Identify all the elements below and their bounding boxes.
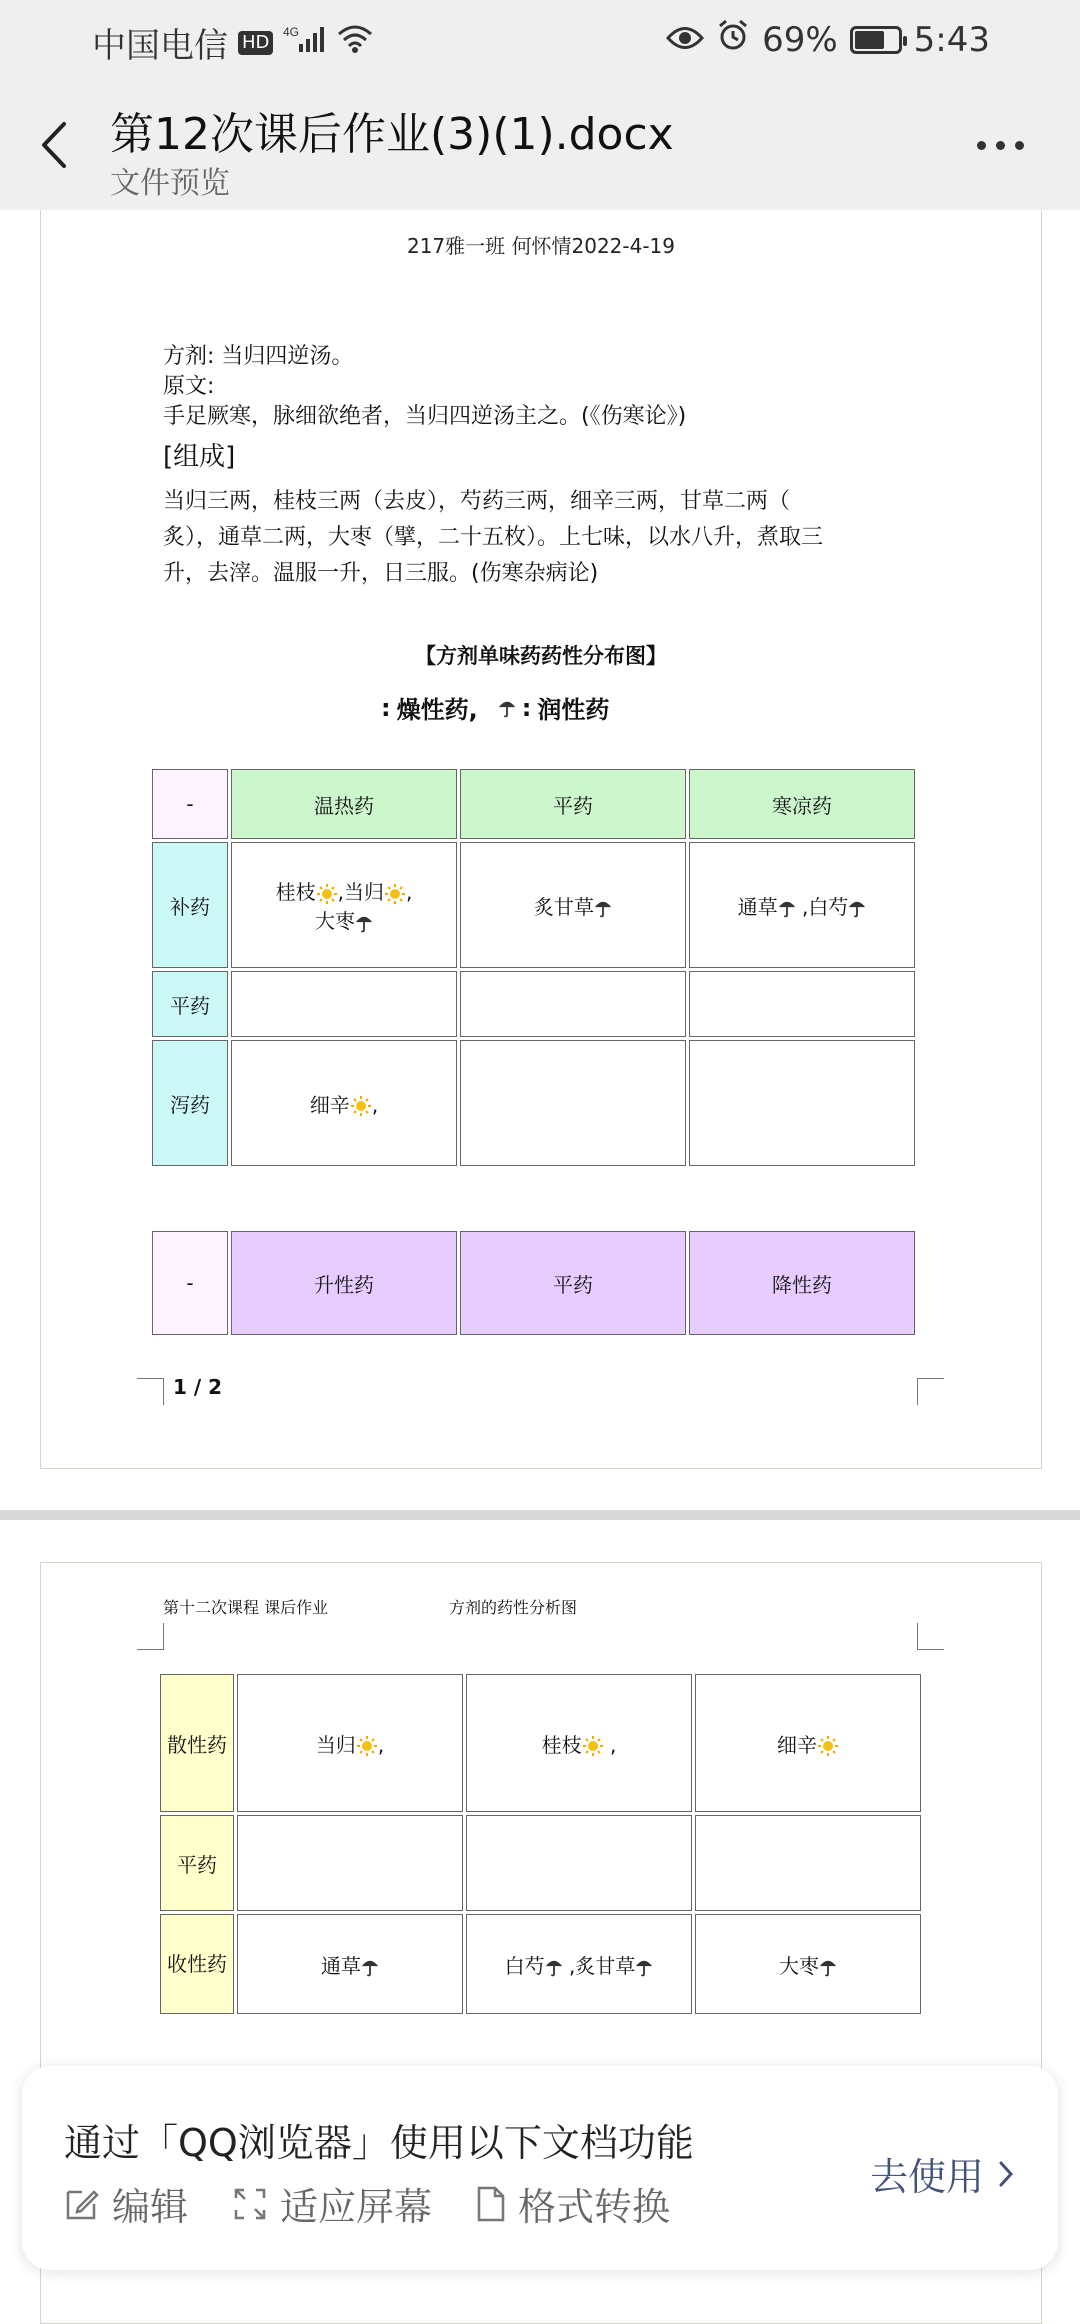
- up-down-table: [149, 1228, 918, 1338]
- network-type-label: 4G: [283, 25, 300, 39]
- file-title: 第12次课后作业(3)(1).docx: [110, 109, 674, 160]
- table-cell: 细辛 ,: [231, 1040, 457, 1166]
- table-corner: -: [152, 769, 228, 839]
- original-text: 手足厥寒，脉细欲绝者，当归四逆汤主之。(《伤寒论》): [163, 404, 687, 429]
- feature-list: [64, 2176, 670, 2231]
- legend-colon: :: [521, 693, 532, 722]
- page-corner-mark: [917, 1623, 944, 1650]
- herb-label: 细辛: [309, 1092, 350, 1117]
- table-cell: [466, 1914, 692, 2014]
- sun-icon: [356, 1735, 378, 1757]
- table-cell: [695, 1815, 921, 1911]
- row-header: 散性药: [160, 1674, 234, 1812]
- herb-label: 通草: [321, 1953, 361, 1978]
- original-label: 原文:: [163, 374, 215, 399]
- page-header-left: 第十二次课程 课后作业: [163, 1598, 329, 1617]
- table-cell: [689, 971, 915, 1037]
- back-arrow-icon[interactable]: [36, 120, 72, 170]
- legend-dry-label: 燥性药,: [396, 696, 478, 724]
- page-header: 217雅一班 何怀情2022-4-19: [406, 234, 676, 258]
- chevron-right-icon: [998, 2160, 1014, 2188]
- page-corner-mark: [917, 1378, 944, 1405]
- herb-label: ,白芍: [795, 894, 849, 919]
- umbrella-icon: [355, 913, 373, 933]
- more-options-icon[interactable]: [970, 130, 1030, 160]
- table-cell: [231, 971, 457, 1037]
- table-cell: [237, 1815, 463, 1911]
- table-cell: [460, 971, 686, 1037]
- page-corner-mark: [137, 1378, 164, 1405]
- page-header-right: 方剂的药性分析图: [449, 1598, 578, 1617]
- page-number: 1 / 2: [173, 1375, 223, 1399]
- chart-title: 【方剂单味药药性分布图】: [415, 644, 667, 668]
- battery-icon: [850, 26, 902, 54]
- carrier-label: 中国电信: [92, 26, 228, 66]
- sun-icon: [817, 1735, 839, 1757]
- composition-line: 炙），通草二两，大枣（擘，二十五枚）。上七味，以水八升，煮取三: [163, 525, 824, 550]
- column-header: 温热药: [231, 769, 457, 839]
- row-header: 收性药: [160, 1914, 234, 2014]
- column-header: 升性药: [231, 1231, 457, 1335]
- column-header: 降性药: [689, 1231, 915, 1335]
- herb-label: 桂枝: [275, 880, 316, 904]
- composition-heading: [组成]: [163, 442, 236, 472]
- sun-icon: [316, 883, 338, 905]
- document-viewer[interactable]: [0, 210, 1080, 2312]
- table-cell: [237, 1914, 463, 2014]
- sun-icon: [582, 1735, 604, 1757]
- herb-label: 白芍: [504, 1953, 545, 1978]
- column-header: 寒凉药: [689, 769, 915, 839]
- herb-label: 细辛: [777, 1732, 817, 1757]
- document-page-1: [40, 210, 1042, 1469]
- herb-label: 通草: [737, 894, 778, 919]
- feature-label: 适应屏幕: [280, 2185, 433, 2229]
- umbrella-icon: [361, 1957, 379, 1977]
- status-bar: [0, 0, 1080, 80]
- table-cell: 桂枝 ,当归 , 大枣: [231, 842, 457, 968]
- legend-colon: :: [381, 693, 391, 722]
- table-cell: [695, 1674, 921, 1812]
- wifi-icon: [337, 23, 373, 63]
- eye-icon: [666, 20, 704, 60]
- row-header: 平药: [152, 971, 228, 1037]
- legend-moist-label: 润性药: [537, 696, 610, 724]
- herb-label: 大枣: [315, 909, 355, 933]
- umbrella-icon: [848, 898, 866, 918]
- table-cell: [460, 842, 686, 968]
- warm-cold-table: [149, 766, 918, 1169]
- clock-time: 5:43: [913, 19, 990, 60]
- promo-message: 通过「QQ浏览器」使用以下文档功能: [64, 2121, 694, 2165]
- document-body-text: [163, 342, 923, 592]
- feature-fit-screen[interactable]: [232, 2176, 432, 2231]
- composition-line: 当归三两，桂枝三两（去皮），芍药三两，细辛三两，甘草二两（: [163, 489, 791, 514]
- herb-label: ,炙甘草: [562, 1953, 636, 1978]
- battery-fill: [855, 31, 884, 49]
- row-header: 平药: [160, 1815, 234, 1911]
- signal-icon: [283, 24, 327, 61]
- page-corner-mark: [137, 1623, 164, 1650]
- table-cell: [466, 1815, 692, 1911]
- umbrella-icon: [594, 898, 612, 918]
- formula-line: 方剂: 当归四逆汤。: [163, 344, 354, 369]
- umbrella-icon: [819, 1957, 837, 1977]
- umbrella-icon: [545, 1957, 563, 1977]
- edit-icon: [64, 2186, 100, 2222]
- herb-label: 桂枝: [541, 1732, 582, 1757]
- composition-line: 升，去滓。温服一升，日三服。(伤寒杂病论): [163, 561, 599, 586]
- sun-icon: [384, 883, 406, 905]
- fit-screen-icon: [232, 2186, 268, 2222]
- alarm-icon: [716, 18, 750, 61]
- battery-percent: 69%: [762, 19, 838, 60]
- feature-edit[interactable]: [64, 2176, 188, 2231]
- table-cell: [689, 842, 915, 968]
- document-icon: [476, 2186, 506, 2222]
- row-header: 补药: [152, 842, 228, 968]
- legend: [381, 690, 609, 725]
- row-header: 泻药: [152, 1040, 228, 1166]
- hd-icon: HD: [238, 31, 273, 55]
- app-header: [0, 80, 1080, 210]
- qq-browser-promo-card: [22, 2066, 1058, 2270]
- disperse-astringe-table: [157, 1671, 924, 2017]
- umbrella-icon: [498, 698, 516, 718]
- table-cell: [689, 1040, 915, 1166]
- go-use-button[interactable]: [870, 2146, 1014, 2201]
- table-cell: 桂枝 ,: [466, 1674, 692, 1812]
- feature-format-convert[interactable]: [476, 2176, 670, 2231]
- go-use-label: 去使用: [869, 2155, 984, 2199]
- herb-label: ,当归: [337, 880, 384, 904]
- herb-label: 炙甘草: [534, 894, 594, 919]
- column-header: 平药: [460, 769, 686, 839]
- table-cell: [460, 1040, 686, 1166]
- umbrella-icon: [635, 1957, 653, 1977]
- table-cell: [695, 1914, 921, 2014]
- table-cell: 当归 ,: [237, 1674, 463, 1812]
- umbrella-icon: [778, 898, 796, 918]
- column-header: 平药: [460, 1231, 686, 1335]
- feature-label: 格式转换: [518, 2185, 671, 2229]
- table-corner: -: [152, 1231, 228, 1335]
- composition-text: [163, 484, 923, 592]
- sun-icon: [350, 1095, 372, 1117]
- file-preview-subtitle: 文件预览: [110, 166, 230, 201]
- herb-label: 当归: [315, 1732, 356, 1757]
- page-divider: [0, 1510, 1080, 1520]
- feature-label: 编辑: [112, 2185, 189, 2229]
- herb-label: 大枣: [779, 1953, 819, 1978]
